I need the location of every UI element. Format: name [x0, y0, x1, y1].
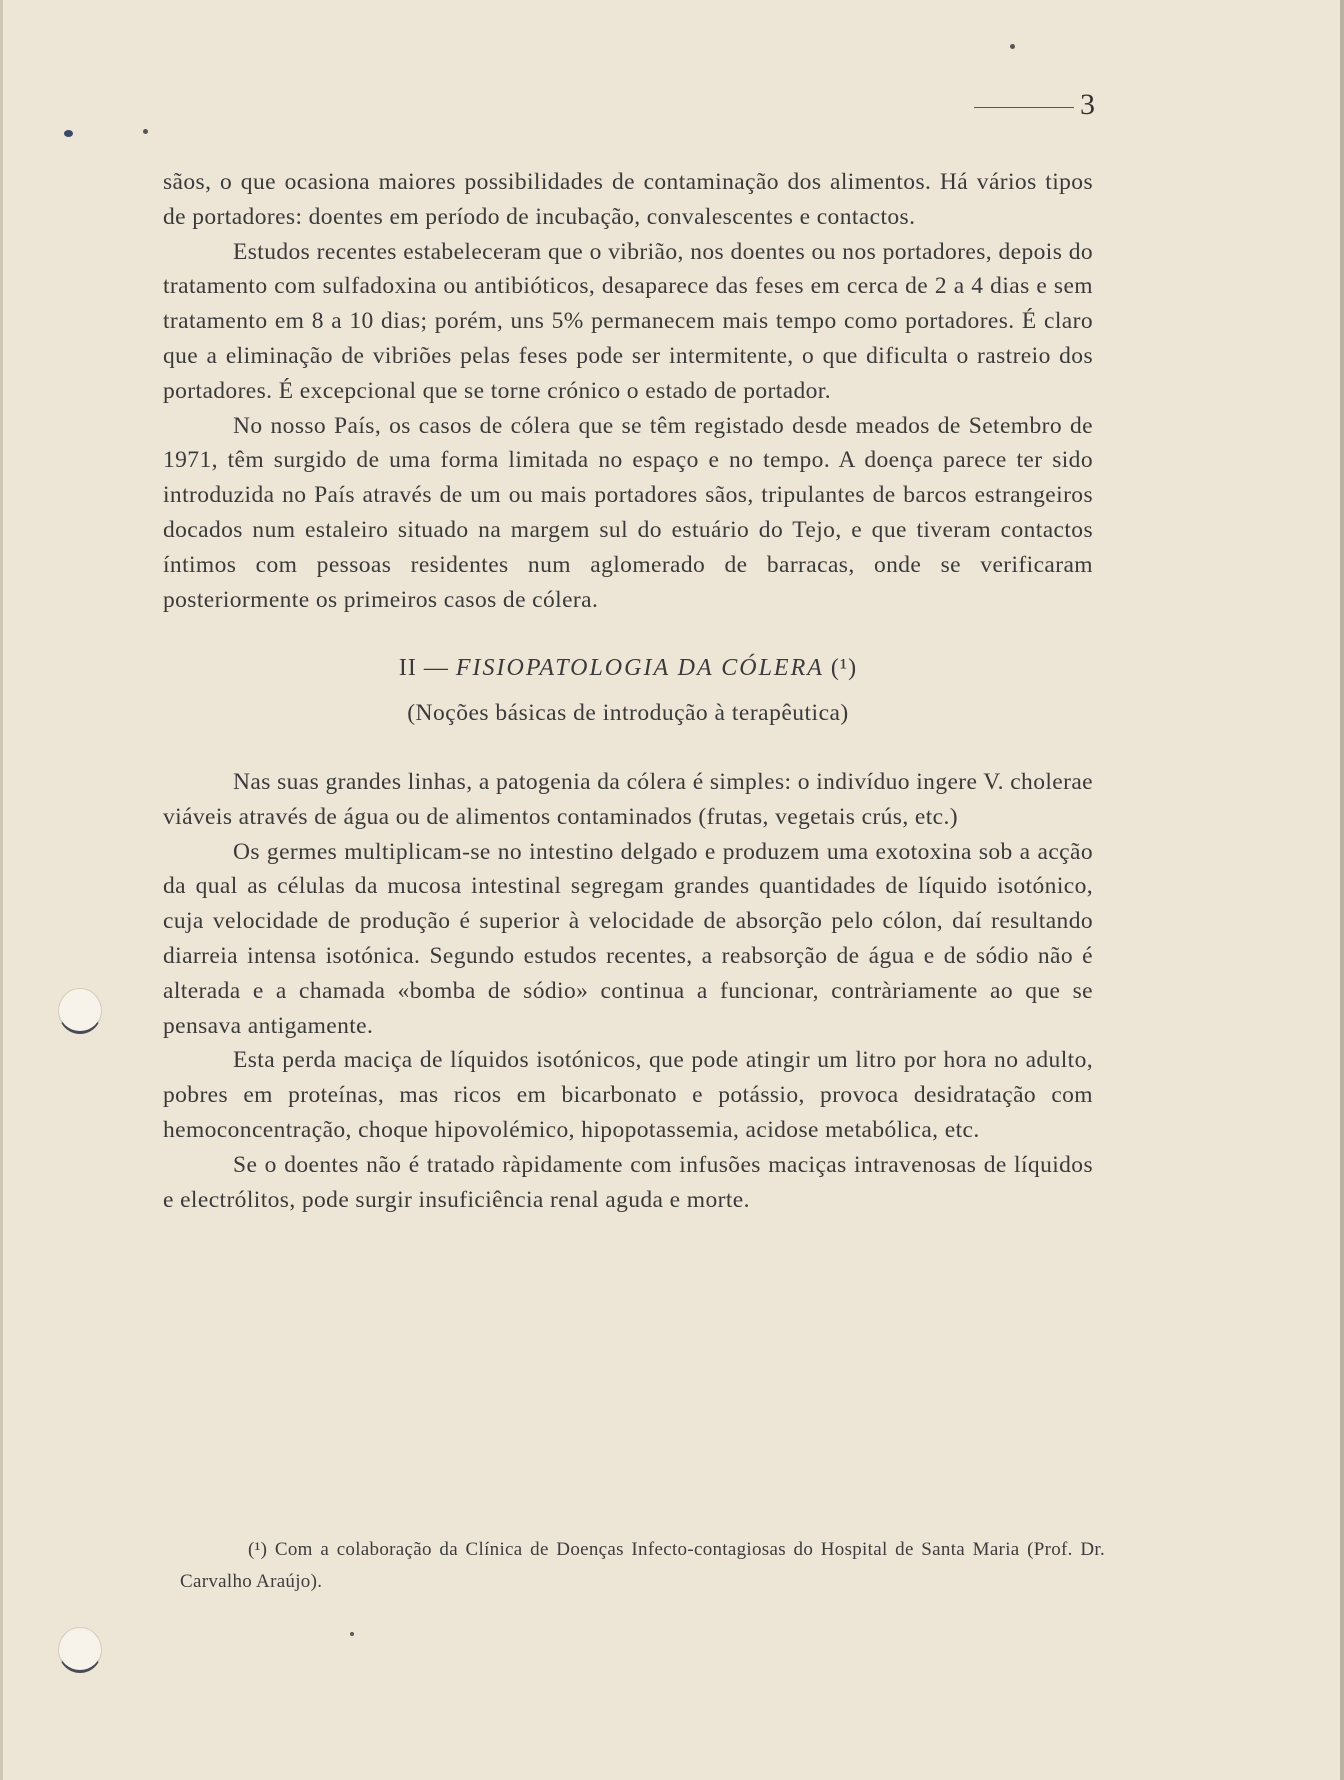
ink-speck — [64, 130, 73, 137]
paragraph: No nosso País, os casos de cólera que se têm registado desde meados de Setembro de 1971, têm surgido de uma forma limitada no espaço e no tempo. A doença parece ter sido introduzida no País através de um ou mais portadores sãos, tripulantes de barcos estrangeiros docados num estaleiro situado na margem sul do estuário do Tejo, e que tiveram contactos íntimos com pessoas residentes num aglomerado de barracas, onde se verificaram posteriormente os primeiros casos de cólera. — [163, 412, 1093, 613]
paragraph: Os germes multiplicam-se no intestino delgado e produzem uma exotoxina sob a acção da qual as células da mucosa intestinal segregam grandes quantidades de líquido isotónico, cuja velocidade de produção é superior à velocidade de absorção pelo cólon, daí resultando diarreia intensa isotónica. Segundo estudos recentes, a reabsorção de água e de sódio não é alterada e a chamada «bomba de sódio» continua a funcionar, contràriamente ao que se pensava antigamente. — [163, 838, 1093, 1039]
punch-hole-upper — [58, 988, 102, 1034]
section-number: II — — [398, 655, 449, 682]
page-number — [955, 88, 1095, 122]
paragraph: Esta perda maciça de líquidos isotónicos, que pode atingir um litro por hora no adulto, pobres em proteínas, mas ricos em bicarbonato e potássio, provoca desidratação com hemoconcentração, choque hipovolémico, hipopotassemia, acidose metabólica, etc. — [163, 1047, 1093, 1143]
body-text — [163, 165, 1093, 1217]
page-left-edge — [0, 0, 3, 1780]
paragraph: Nas suas grandes linhas, a patogenia da cólera é simples: o indivíduo ingere V. cholerae viáveis através de água ou de alimentos contaminados (frutas, vegetais crús, etc.) — [163, 768, 1093, 830]
ink-speck — [143, 129, 148, 134]
punch-hole-lower — [58, 1627, 102, 1673]
page-number-text: 3 — [1080, 88, 1095, 121]
paragraph: Estudos recentes estabeleceram que o vibrião, nos doentes ou nos portadores, depois do tratamento com sulfadoxina ou antibióticos, desaparece das feses em cerca de 2 a 4 dias e sem tratamento em 8 a 10 dias; porém, uns 5% permanecem mais tempo como portadores. É claro que a eliminação de vibriões pelas feses pode ser intermitente, o que dificulta o rastreio dos portadores. É excepcional que se torne crónico o estado de portador. — [163, 238, 1093, 404]
footnote-text: (¹) Com a colaboração da Clínica de Doenças Infecto-contagiosas do Hospital de Santa Maria (Prof. Dr. Carvalho Araújo). — [180, 1539, 1105, 1592]
section-subtitle: (Noções básicas de introdução à terapêutica) — [407, 700, 849, 727]
section-heading — [163, 651, 1093, 686]
footnote-reference: (¹) — [830, 655, 858, 682]
ink-speck — [1010, 44, 1015, 49]
page-right-edge — [1340, 0, 1344, 1780]
page-number-rule — [974, 107, 1074, 108]
footnote — [180, 1534, 1105, 1598]
ink-speck — [350, 1632, 354, 1636]
paragraph: Se o doentes não é tratado ràpidamente com infusões maciças intravenosas de líquidos e electrólitos, pode surgir insuficiência renal aguda e morte. — [163, 1151, 1093, 1213]
paragraph: sãos, o que ocasiona maiores possibilidades de contaminação dos alimentos. Há vários tipos de portadores: doentes em período de incubação, convalescentes e contactos. — [163, 169, 1093, 230]
section-title: FISIOPATOLOGIA DA CÓLERA — [455, 655, 824, 682]
